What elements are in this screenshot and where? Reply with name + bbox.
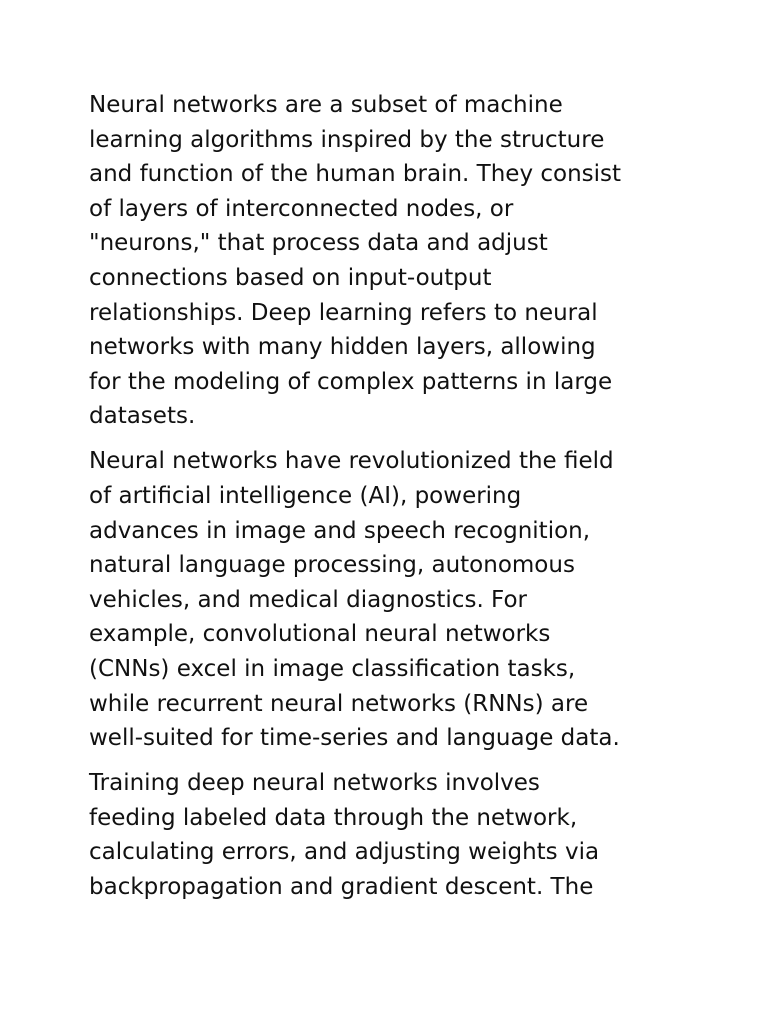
text-line: backpropagation and gradient descent. The <box>89 874 594 901</box>
text-line: example, convolutional neural networks <box>89 621 551 648</box>
text-line: relationships. Deep learning refers to neural <box>89 299 598 326</box>
text-line: calculating errors, and adjusting weights via <box>89 839 600 866</box>
text-line: datasets. <box>89 403 196 430</box>
text-line: of layers of interconnected nodes, or <box>89 195 514 222</box>
text-line: advances in image and speech recognition, <box>89 517 591 544</box>
text-line: connections based on input-output <box>89 264 492 291</box>
text-line: networks with many hidden layers, allowing <box>89 334 596 361</box>
text-line: natural language processing, autonomous <box>89 552 575 579</box>
text-line: Neural networks have revolutionized the field <box>89 448 614 475</box>
text-line: (CNNs) excel in image classification tasks, <box>89 656 576 682</box>
text-line: Neural networks are a subset of machine <box>89 92 563 118</box>
paragraph-2 <box>89 444 679 755</box>
document-page <box>89 88 679 915</box>
text-line: well-suited for time-series and language data. <box>89 725 620 752</box>
text-line: learning algorithms inspired by the structure <box>89 126 605 153</box>
paragraph-3 <box>89 766 679 904</box>
text-line: while recurrent neural networks (RNNs) are <box>89 690 589 717</box>
paragraph-1 <box>89 88 679 434</box>
text-line: "neurons," that process data and adjust <box>89 230 548 257</box>
text-line: vehicles, and medical diagnostics. For <box>89 586 527 613</box>
text-line: and function of the human brain. They consist <box>89 161 622 188</box>
text-line: of artificial intelligence (AI), powering <box>89 483 522 510</box>
text-line: feeding labeled data through the network, <box>89 804 578 831</box>
text-line: for the modeling of complex patterns in large <box>89 368 613 395</box>
text-line: Training deep neural networks involves <box>89 770 540 797</box>
